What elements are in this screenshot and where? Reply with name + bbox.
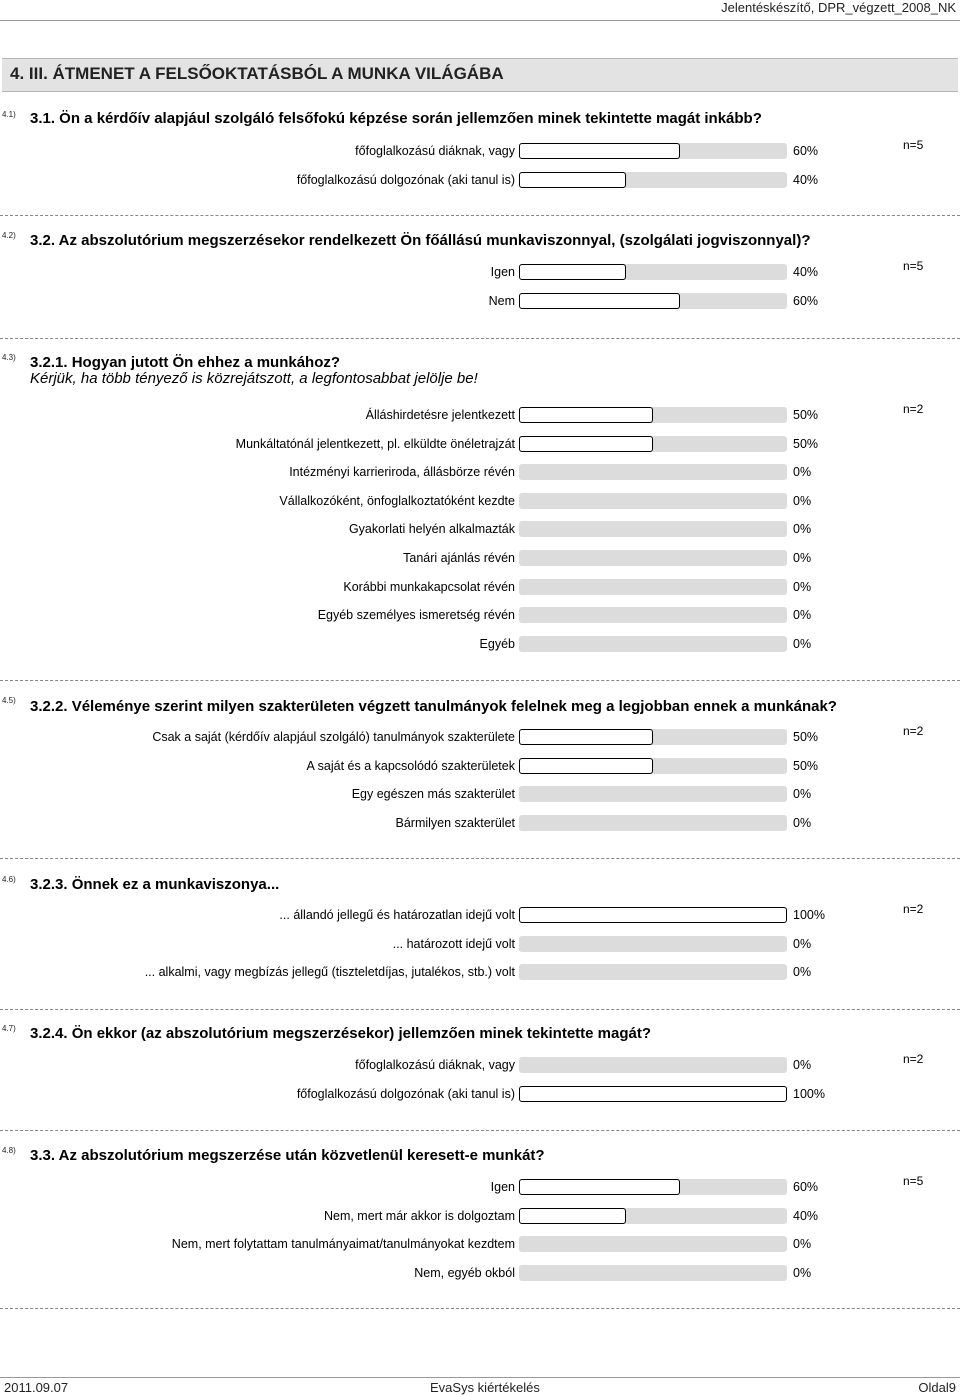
answer-row — [0, 521, 960, 539]
percentage-bar-track — [519, 1057, 787, 1073]
percentage-bar-track — [519, 636, 787, 652]
answer-label: főfoglalkozású dolgozónak (aki tanul is) — [296, 173, 515, 187]
answer-label: Korábbi munkakapcsolat révén — [343, 579, 515, 594]
answer-percentage: 60% — [793, 144, 819, 158]
answer-percentage: 0% — [793, 936, 812, 951]
answer-label: Munkáltatónál jelentkezett, pl. elküldte önéletrajzát — [235, 436, 515, 451]
percentage-bar-fill — [519, 729, 653, 745]
footer-center: EvaSys kiértékelés — [430, 1380, 540, 1395]
percentage-bar-fill — [519, 758, 653, 774]
question-separator — [0, 1308, 960, 1309]
question-title: 3.2.2. Véleménye szerint milyen szakterületen végzett tanulmányok felelnek meg a legjobban ennek a munkának? — [30, 698, 837, 715]
question-number: 4.5) — [2, 696, 16, 705]
answer-row — [0, 964, 960, 982]
answer-label: Bármilyen szakterület — [395, 815, 515, 830]
percentage-bar-track — [519, 172, 787, 188]
answer-percentage: 60% — [793, 1180, 819, 1194]
question-separator — [0, 858, 960, 859]
answer-percentage: 0% — [793, 1058, 812, 1072]
answer-label: ... alkalmi, vagy megbízás jellegű (tiszteletdíjas, jutalékos, stb.) volt — [144, 965, 515, 980]
section-header — [2, 58, 958, 92]
answer-row — [0, 1265, 960, 1283]
answer-row — [0, 293, 960, 311]
percentage-bar-track — [519, 464, 787, 480]
answer-percentage: 0% — [793, 787, 812, 802]
percentage-bar-fill — [519, 907, 787, 923]
percentage-bar-fill — [519, 436, 653, 452]
answer-label: Csak a saját (kérdőív alapjául szolgáló) tanulmányok szakterülete — [152, 730, 515, 744]
answer-row — [0, 436, 960, 454]
question-separator — [0, 338, 960, 339]
answer-label: Nem, mert már akkor is dolgoztam — [323, 1208, 515, 1223]
percentage-bar-fill — [519, 1086, 787, 1102]
answer-row — [0, 1236, 960, 1254]
answer-percentage: 50% — [793, 436, 819, 451]
percentage-bar-track — [519, 1086, 787, 1102]
percentage-bar-track — [519, 579, 787, 595]
answer-row — [0, 143, 960, 161]
question-title: 3.3. Az abszolutórium megszerzése után közvetlenül keresett-e munkát? — [30, 1147, 545, 1164]
percentage-bar-fill — [519, 1179, 680, 1195]
percentage-bar-track — [519, 143, 787, 159]
answer-percentage: 0% — [793, 636, 812, 651]
percentage-bar-fill — [519, 407, 653, 423]
answer-label: ... határozott idejű volt — [392, 936, 515, 951]
question-separator — [0, 1009, 960, 1010]
sample-size: n=2 — [903, 724, 924, 738]
percentage-bar-fill — [519, 172, 626, 188]
answer-row — [0, 1086, 960, 1104]
answer-percentage: 0% — [793, 551, 812, 565]
answer-label: Egyéb személyes ismeretség révén — [317, 608, 515, 623]
percentage-bar-track — [519, 1236, 787, 1252]
percentage-bar-track — [519, 607, 787, 623]
percentage-bar-track — [519, 293, 787, 309]
question-number: 4.3) — [2, 353, 16, 362]
percentage-bar-fill — [519, 143, 680, 159]
percentage-bar-track — [519, 550, 787, 566]
answer-percentage: 40% — [793, 265, 819, 279]
sample-size: n=2 — [903, 1052, 924, 1066]
footer-page: Oldal9 — [918, 1380, 956, 1395]
answer-label: Nem, egyéb okból — [414, 1265, 515, 1280]
answer-label: Egyéb — [479, 636, 515, 651]
answer-row — [0, 264, 960, 282]
question-title: 3.2.4. Ön ekkor (az abszolutórium megszerzésekor) jellemzően minek tekintette magát? — [30, 1025, 652, 1042]
answer-row — [0, 172, 960, 190]
percentage-bar-track — [519, 264, 787, 280]
question-subtitle: Kérjük, ha több tényező is közrejátszott, a legfontosabbat jelölje be! — [30, 370, 478, 387]
answer-percentage: 0% — [793, 608, 812, 623]
percentage-bar-track — [519, 964, 787, 980]
question-title: 3.1. Ön a kérdőív alapjául szolgáló felsőfokú képzése során jellemzően minek tekintette magát inkább? — [30, 110, 762, 127]
percentage-bar-track — [519, 907, 787, 923]
answer-row — [0, 1179, 960, 1197]
sample-size: n=5 — [903, 259, 924, 273]
question-title: 3.2.1. Hogyan jutott Ön ehhez a munkához? — [30, 354, 341, 371]
answer-percentage: 40% — [793, 1208, 819, 1223]
answer-label: főfoglalkozású diáknak, vagy — [355, 144, 515, 158]
question-separator — [0, 1130, 960, 1131]
answer-percentage: 0% — [793, 522, 812, 537]
answer-row — [0, 907, 960, 925]
answer-label: Intézményi karrieriroda, állásbörze révén — [289, 465, 515, 480]
question-number: 4.6) — [2, 875, 16, 884]
header-rule — [0, 20, 960, 21]
question-separator — [0, 680, 960, 681]
answer-percentage: 0% — [793, 465, 812, 480]
question-number: 4.1) — [2, 110, 16, 119]
question-number: 4.7) — [2, 1024, 16, 1033]
answer-label: Gyakorlati helyén alkalmazták — [348, 522, 515, 537]
percentage-bar-track — [519, 1179, 787, 1195]
answer-percentage: 40% — [793, 173, 819, 187]
answer-percentage: 0% — [793, 493, 812, 508]
percentage-bar-track — [519, 1265, 787, 1281]
answer-row — [0, 936, 960, 954]
answer-label: Igen — [490, 265, 515, 279]
sample-size: n=5 — [903, 138, 924, 152]
answer-label: főfoglalkozású dolgozónak (aki tanul is) — [296, 1086, 515, 1101]
answer-percentage: 0% — [793, 1265, 812, 1280]
answer-percentage: 50% — [793, 758, 819, 773]
question-title: 3.2. Az abszolutórium megszerzésekor rendelkezett Ön főállású munkaviszonnyal, (szolgálati jogviszonnyal)? — [30, 232, 811, 249]
percentage-bar-fill — [519, 293, 680, 309]
answer-row — [0, 464, 960, 482]
answer-row — [0, 1208, 960, 1226]
percentage-bar-fill — [519, 1208, 626, 1224]
answer-label: Nem — [488, 294, 515, 308]
percentage-bar-track — [519, 493, 787, 509]
report-header-title: Jelentéskészítő, DPR_végzett_2008_NK — [721, 0, 956, 15]
percentage-bar-track — [519, 786, 787, 802]
sample-size: n=2 — [903, 902, 924, 916]
percentage-bar-track — [519, 936, 787, 952]
percentage-bar-track — [519, 407, 787, 423]
answer-percentage: 0% — [793, 965, 812, 980]
footer-date: 2011.09.07 — [4, 1380, 69, 1395]
answer-row — [0, 1057, 960, 1075]
percentage-bar-fill — [519, 264, 626, 280]
answer-label: Álláshirdetésre jelentkezett — [365, 408, 515, 422]
answer-label: Egy egészen más szakterület — [351, 787, 515, 802]
answer-row — [0, 550, 960, 568]
answer-row — [0, 815, 960, 833]
answer-percentage: 100% — [793, 908, 825, 922]
answer-percentage: 50% — [793, 408, 819, 422]
answer-label: Tanári ajánlás révén — [403, 551, 515, 565]
answer-percentage: 0% — [793, 815, 812, 830]
sample-size: n=5 — [903, 1174, 924, 1188]
footer-rule — [0, 1377, 960, 1378]
answer-percentage: 60% — [793, 294, 819, 308]
answer-label: ... állandó jellegű és határozatlan idejű volt — [279, 908, 515, 922]
answer-row — [0, 607, 960, 625]
percentage-bar-track — [519, 758, 787, 774]
question-title: 3.2.3. Önnek ez a munkaviszonya... — [30, 876, 280, 893]
answer-label: Nem, mert folytattam tanulmányaimat/tanulmányokat kezdtem — [171, 1237, 515, 1252]
answer-row — [0, 786, 960, 804]
answer-row — [0, 407, 960, 425]
answer-percentage: 50% — [793, 730, 819, 744]
percentage-bar-track — [519, 521, 787, 537]
answer-percentage: 0% — [793, 1237, 812, 1252]
answer-label: Igen — [490, 1180, 515, 1194]
answer-percentage: 0% — [793, 579, 812, 594]
answer-row — [0, 636, 960, 654]
answer-row — [0, 758, 960, 776]
question-number: 4.2) — [2, 231, 16, 240]
answer-row — [0, 579, 960, 597]
question-separator — [0, 215, 960, 216]
answer-label: A saját és a kapcsolódó szakterületek — [306, 758, 515, 773]
answer-label: főfoglalkozású diáknak, vagy — [355, 1058, 515, 1072]
percentage-bar-track — [519, 1208, 787, 1224]
answer-row — [0, 493, 960, 511]
percentage-bar-track — [519, 729, 787, 745]
percentage-bar-track — [519, 815, 787, 831]
section-title: 4. III. ÁTMENET A FELSŐOKTATÁSBÓL A MUNKA VILÁGÁBA — [10, 64, 504, 83]
sample-size: n=2 — [903, 402, 924, 416]
answer-label: Vállalkozóként, önfoglalkoztatóként kezdte — [279, 493, 515, 508]
percentage-bar-track — [519, 436, 787, 452]
answer-percentage: 100% — [793, 1086, 825, 1101]
question-number: 4.8) — [2, 1146, 16, 1155]
answer-row — [0, 729, 960, 747]
